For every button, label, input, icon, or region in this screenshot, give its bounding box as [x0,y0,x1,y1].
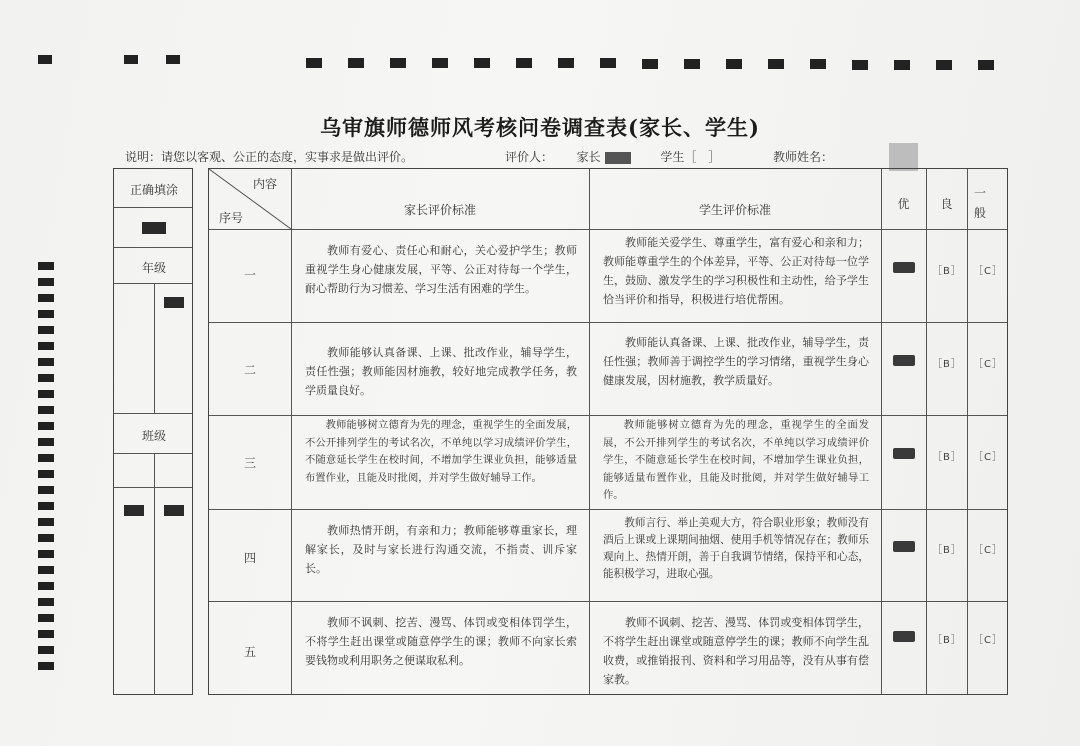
header-parent-criteria: 家长评价标准 [403,203,476,217]
parent-criteria-text: 教师能够认真备课、上课、批改作业，辅导学生，责任性强；教师能因材施教，较好地完成教学任务，教学质量良好。 [305,346,577,397]
parent-criteria-text: 教师不讽刺、挖苦、漫骂、体罚或变相体罚学生，不将学生赶出课堂或随意停学生的课；教师不向家长索要钱物或利用职务之便谋取私利。 [305,616,577,667]
parent-criteria-text: 教师有爱心、责任心和耐心，关心爱护学生；教师重视学生身心健康发展，平等、公正对待每一个学生，耐心帮助行为习惯差、学习生活有困难的学生。 [305,244,577,295]
grade-label: 年级 [141,261,166,275]
row-number: 三 [243,456,256,470]
parent-criteria-text: 教师热情开朗，有亲和力；教师能够尊重家长，理解家长，及时与家长进行沟通交流，不指责、训斥家长。 [305,524,577,575]
student-criteria-text: 教师能认真备课、上课、批改作业，辅导学生，责任性强；教师善于调控学生的学习情绪，重视学生身心健康发展，因材施教，教学质量好。 [603,336,869,387]
grade-fill-mark[interactable] [164,297,184,308]
class-fill-mark-2[interactable] [164,505,184,516]
option-b[interactable]: ［B］ [932,635,962,646]
row-number: 四 [243,551,256,565]
option-c[interactable]: ［C］ [973,266,1003,277]
option-b[interactable]: ［B］ [932,545,962,556]
evaluator-line [505,148,720,165]
parent-fill-mark [605,152,631,164]
correct-fill-label: 正确填涂 [129,183,178,197]
option-c[interactable]: ［C］ [973,635,1003,646]
row-number: 五 [243,645,256,659]
header-content: 内容 [252,177,277,191]
option-a-filled[interactable] [893,541,915,552]
correct-fill-sample [142,222,166,234]
evaluator-student-option[interactable]: 学生［ ］ [660,150,721,164]
option-a-filled[interactable] [893,355,915,366]
student-criteria-text: 教师能够树立德育为先的理念，重视学生的全面发展，不公开排列学生的考试名次，不单纯以学习成绩评价学生，不随意延长学生在校时间，不增加学生课业负担，能够适量布置作业，且能及时批阅，并对学生做好辅导工作。 [603,419,869,501]
header-average: 一般 [973,186,986,220]
redacted-teacher-name [889,143,918,171]
student-criteria-text: 教师言行、举止美观大方，符合职业形象；教师没有酒后上课或上课期间抽烟、使用手机等情况存在；教师乐观向上、热情开朗，善于自我调节情绪，保持平和心态，能积极学习，进取心强。 [603,517,869,580]
option-c[interactable]: ［C］ [973,545,1003,556]
page-title: 乌审旗师德师风考核问卷调查表(家长、学生) [320,115,760,140]
option-a-filled[interactable] [893,448,915,459]
option-b[interactable]: ［B］ [932,452,962,463]
parent-criteria-text: 教师能够树立德育为先的理念，重视学生的全面发展，不公开排列学生的考试名次，不单纯以学习成绩评价学生，不随意延长学生在校时间，不增加学生课业负担，能够适量布置作业，且能及时批阅，并对学生做好辅导工作。 [305,419,577,484]
header-good: 良 [940,197,953,211]
student-criteria-text: 教师能关爱学生、尊重学生，富有爱心和亲和力；教师能尊重学生的个体差异，平等、公正对待每一位学生，鼓励、激发学生的学习积极性和主动性，给予学生恰当评价和指导，积极进行培优帮困。 [603,236,869,306]
criteria-table [208,168,1008,695]
instructions: 说明：请您以客观、公正的态度，实事求是做出评价。 [125,150,414,164]
evaluator-label: 评价人： [505,150,554,164]
option-c[interactable]: ［C］ [973,359,1003,370]
student-info-column [113,168,193,695]
option-a-filled[interactable] [893,631,915,642]
header-seq: 序号 [218,211,243,225]
class-fill-mark-1[interactable] [124,505,144,516]
option-b[interactable]: ［B］ [932,359,962,370]
row-number: 二 [243,363,256,377]
evaluator-parent-option[interactable]: 家长 [576,150,601,164]
class-label: 班级 [141,429,166,443]
option-c[interactable]: ［C］ [973,452,1003,463]
option-b[interactable]: ［B］ [932,266,962,277]
header-student-criteria: 学生评价标准 [698,203,771,217]
student-criteria-text: 教师不讽刺、挖苦、漫骂、体罚或变相体罚学生，不将学生赶出课堂或随意停学生的课；教师不向学生乱收费，或推销报刊、资料和学习用品等，没有从事有偿家教。 [603,616,869,686]
header-excellent: 优 [897,197,910,211]
teacher-name-field[interactable]: 教师姓名： [773,150,834,164]
option-a-filled[interactable] [893,262,915,273]
row-number: 一 [243,268,256,282]
